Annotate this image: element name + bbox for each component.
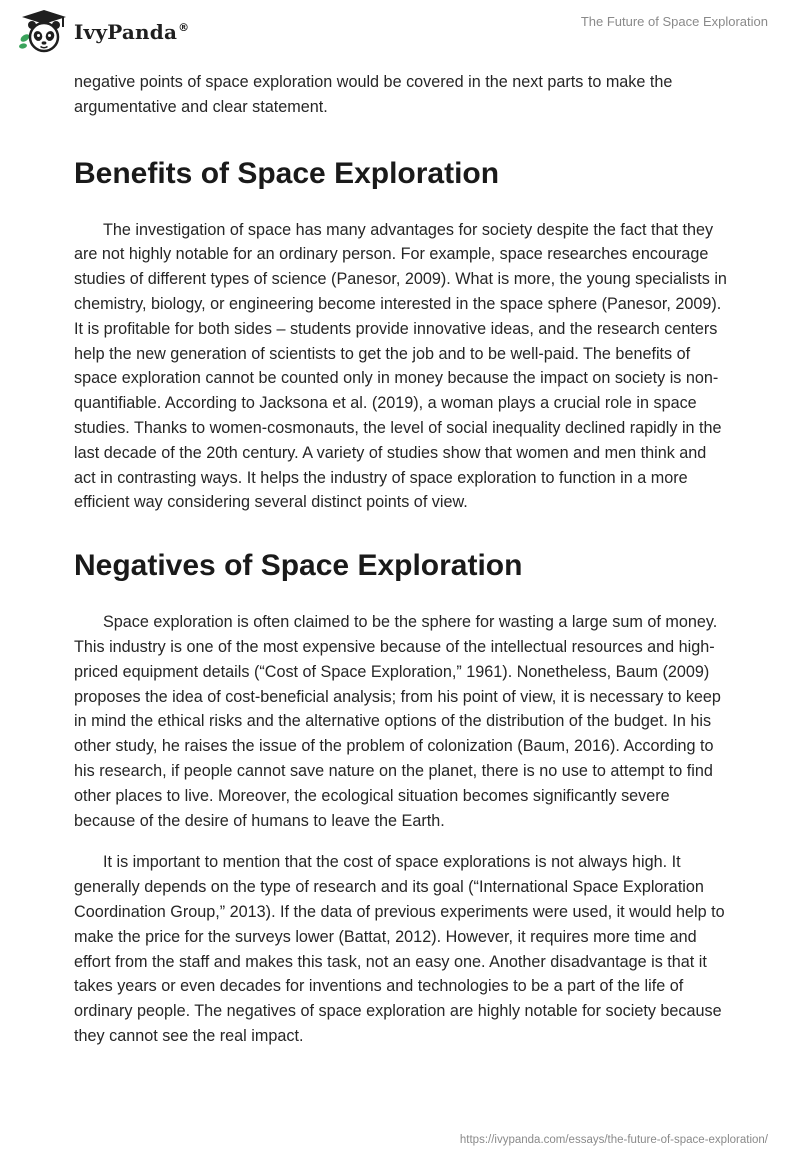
- document-title: The Future of Space Exploration: [580, 14, 768, 29]
- source-url[interactable]: https://ivypanda.com/essays/the-future-of-space-exploration/: [459, 1134, 768, 1146]
- benefits-paragraph: The investigation of space has many advantages for society despite the fact that they are not highly notable for an ordinary person. For example, space researches encourage studies of different types of science (Panesor, 2009). What is more, the young specialists in chemistry, biology, or engineering become interested in the space sphere (Panesor, 2009). It is profitable for both sides – students provide innovative ideas, and the research centers help the new generation of scientists to get the job and to be well-paid. The benefits of space exploration cannot be counted only in money because the impact on society is non-quantifiable. According to Jacksona et al. (2019), a woman plays a crucial role in space studies. Thanks to women-cosmonauts, the level of social inequality declined rapidly in the last decade of the 20th century. A variety of studies show that women and men think and act in contrasting ways. It helps the industry of space exploration to function in a more efficient way considering several distinct points of view.: [74, 220, 727, 512]
- registered-mark: ®: [178, 21, 190, 35]
- panda-graduate-icon: [16, 8, 68, 56]
- logo-wordmark: [74, 20, 189, 44]
- page-header: [0, 0, 800, 64]
- essay-content: [74, 70, 728, 1049]
- logo-text: IvyPanda: [74, 20, 178, 44]
- section-heading-benefits: Benefits of Space Exploration: [74, 156, 500, 190]
- intro-paragraph: negative points of space exploration would be covered in the next parts to make the argumentative and clear statement.: [74, 73, 673, 116]
- section-heading-negatives: Negatives of Space Exploration: [74, 549, 523, 583]
- negatives-paragraph-1: Space exploration is often claimed to be the sphere for wasting a large sum of money. This industry is one of the most expensive because of the intellectual resources and high-priced equipment details (“Cost of Space Exploration,” 1961). Nonetheless, Baum (2009) proposes the idea of cost-beneficial analysis; from his point of view, it is necessary to keep in mind the ethical risks and the alternative options of the distribution of the budget. In his other study, he raises the issue of the problem of colonization (Baum, 2016). According to his research, if people cannot save nature on the planet, there is no use to attempt to find other places to live. Moreover, the ecological situation becomes significantly severe because of the desire of humans to leave the Earth.: [74, 613, 721, 830]
- ivypanda-logo[interactable]: [16, 8, 189, 56]
- negatives-paragraph-2: It is important to mention that the cost of space explorations is not always high. It generally depends on the type of research and its goal (“International Space Exploration Coordination Group,” 2013). If the data of previous experiments were used, it would help to make the price for the surveys lower (Battat, 2012). However, it requires more time and effort from the staff and makes this task, not an easy one. Another disadvantage is that it takes years or even decades for inventions and technologies to be a part of the life of ordinary people. The negatives of space exploration are highly notable for society because they cannot see the real impact.: [74, 853, 725, 1045]
